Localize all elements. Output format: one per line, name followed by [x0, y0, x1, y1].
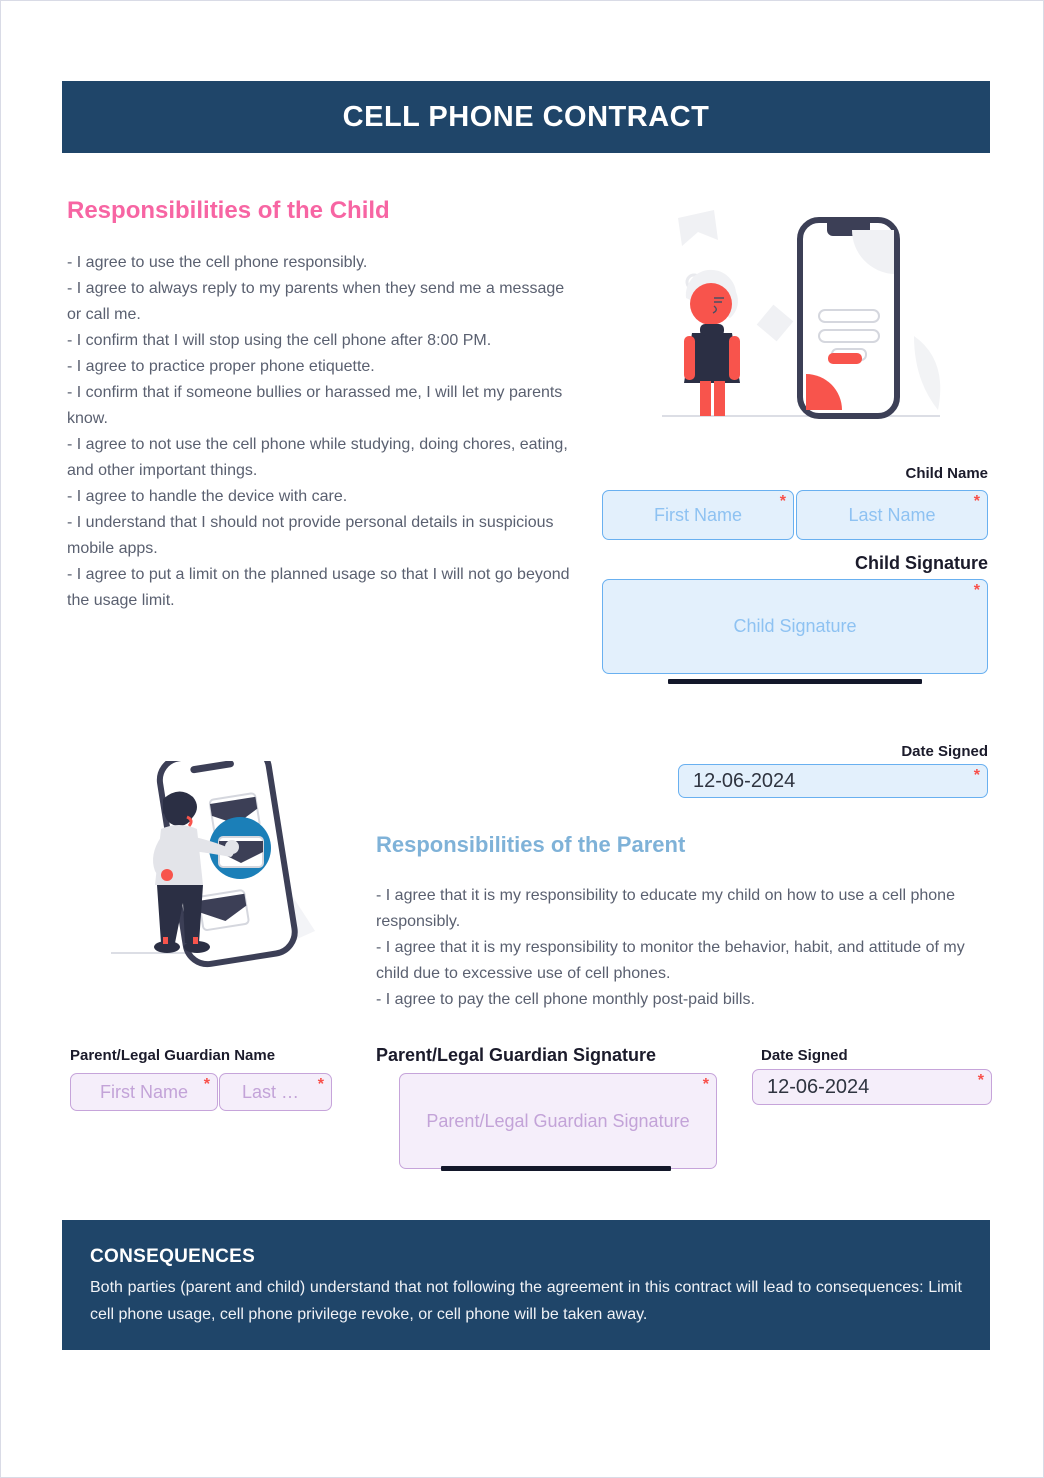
required-asterisk: * — [203, 1076, 210, 1093]
parent-date-signed-input[interactable] — [752, 1069, 992, 1105]
list-item: - I agree that it is my responsibility to educate my child on how to use a cell phone responsibly. — [376, 887, 955, 930]
required-asterisk: * — [317, 1076, 324, 1093]
parent-first-name-input[interactable] — [70, 1073, 218, 1111]
list-item: - I agree to practice proper phone etiquette. — [67, 358, 375, 375]
list-item: - I confirm that I will stop using the cell phone after 8:00 PM. — [67, 332, 492, 349]
parent-signature-line — [441, 1166, 671, 1171]
child-signature-label: Child Signature — [854, 553, 988, 573]
child-responsibilities-list — [67, 250, 572, 614]
required-asterisk: * — [973, 582, 980, 599]
list-item: - I agree to not use the cell phone while studying, doing chores, eating, and other important things. — [67, 436, 568, 479]
list-item: - I agree to handle the device with care. — [67, 488, 348, 505]
parent-signature-input[interactable] — [399, 1073, 717, 1169]
child-date-signed-input[interactable] — [678, 764, 988, 798]
child-date-signed-label: Date Signed — [901, 743, 988, 760]
parent-date-signed-label: Date Signed — [761, 1047, 848, 1064]
list-item: - I agree to use the cell phone responsibly. — [67, 254, 368, 271]
parent-signature-label: Parent/Legal Guardian Signature — [376, 1045, 657, 1065]
parent-section-heading: Responsibilities of the Parent — [376, 832, 686, 857]
parent-with-phone-illustration — [101, 761, 351, 976]
child-with-phone-illustration — [656, 206, 946, 446]
list-item: - I agree to always reply to my parents when they send me a message or call me. — [67, 280, 565, 323]
list-item: - I agree to pay the cell phone monthly post-paid bills. — [376, 991, 755, 1008]
required-asterisk: * — [977, 1072, 984, 1089]
child-signature-input[interactable] — [602, 579, 988, 674]
child-date-signed-value: 12-06-2024 — [693, 769, 796, 792]
parent-date-signed-value: 12-06-2024 — [767, 1075, 870, 1098]
list-item: - I understand that I should not provide personal details in suspicious mobile apps. — [67, 514, 554, 557]
parent-responsibilities-list — [376, 883, 976, 1013]
parent-last-name-input[interactable] — [219, 1073, 332, 1111]
required-asterisk: * — [779, 493, 786, 510]
child-name-label: Child Name — [905, 465, 988, 482]
list-item: - I agree to put a limit on the planned usage so that I will not go beyond the usage limit. — [67, 566, 570, 609]
parent-signature-placeholder: Parent/Legal Guardian Signature — [426, 1110, 690, 1131]
consequences-section — [62, 1220, 990, 1350]
child-signature-line — [668, 679, 922, 684]
page-title: CELL PHONE CONTRACT — [342, 100, 710, 133]
required-asterisk: * — [702, 1076, 709, 1093]
child-signature-placeholder: Child Signature — [733, 616, 857, 636]
list-item: - I confirm that if someone bullies or harassed me, I will let my parents know. — [67, 384, 563, 427]
child-first-name-input[interactable] — [602, 490, 794, 540]
list-item: - I agree that it is my responsibility to monitor the behavior, habit, and attitude of my child due to excessive use of cell phones. — [376, 939, 965, 982]
consequences-title: CONSEQUENCES — [90, 1246, 256, 1267]
parent-first-name-placeholder: First Name — [99, 1081, 188, 1102]
required-asterisk: * — [973, 767, 980, 784]
child-last-name-placeholder: Last Name — [848, 504, 936, 525]
required-asterisk: * — [973, 493, 980, 510]
consequences-text: Both parties (parent and child) understand that not following the agreement in this contract will lead to consequences: Limit cell phone usage, cell phone privilege revoke, or cell phone will be taken away. — [90, 1279, 962, 1323]
child-first-name-placeholder: First Name — [653, 504, 742, 525]
child-last-name-input[interactable] — [796, 490, 988, 540]
parent-last-name-placeholder: Last N... — [242, 1081, 310, 1102]
document-title-banner — [62, 81, 990, 153]
parent-name-label: Parent/Legal Guardian Name — [70, 1047, 276, 1064]
child-section-heading: Responsibilities of the Child — [67, 197, 390, 224]
